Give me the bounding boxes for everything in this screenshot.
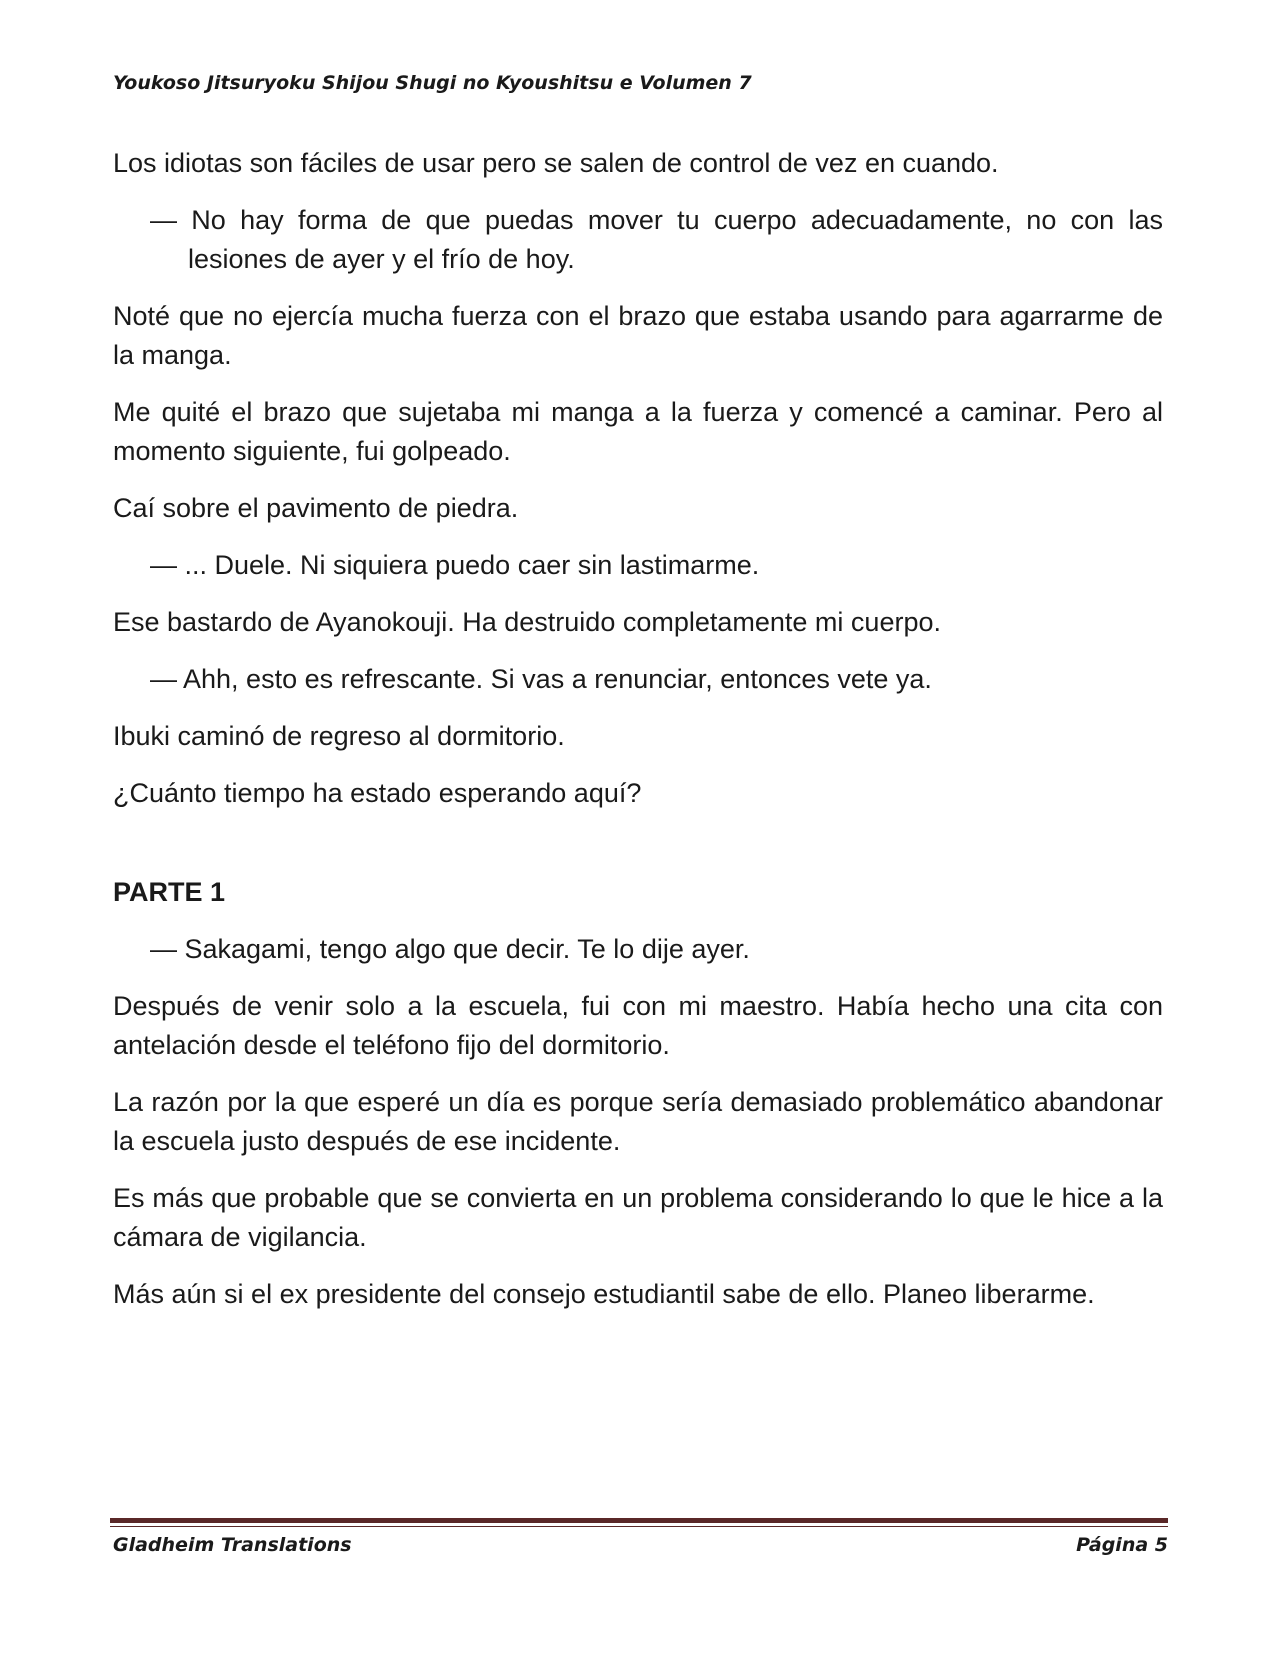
paragraph: Caí sobre el pavimento de piedra. [113,493,519,523]
dialog-line: — Sakagami, tengo algo que decir. Te lo dije ayer. [150,934,750,964]
footer-credit: Gladheim Translations [113,1534,352,1556]
paragraph: Me quité el brazo que sujetaba mi manga a la fuerza y comencé a caminar. Pero al momento siguiente, fui golpeado. [113,397,1163,466]
paragraph: Los idiotas son fáciles de usar pero se salen de control de vez en cuando. [113,148,999,178]
page-body [113,144,1163,1332]
paragraph: Después de venir solo a la escuela, fui con mi maestro. Había hecho una cita con antelación desde el teléfono fijo del dormitorio. [113,991,1163,1060]
section-heading: PARTE 1 [113,877,226,907]
paragraph: Ibuki caminó de regreso al dormitorio. [113,721,565,751]
footer-rule [110,1518,1168,1523]
paragraph: Más aún si el ex presidente del consejo estudiantil sabe de ello. Planeo liberarme. [113,1279,1095,1309]
dialog-line: — Ahh, esto es refrescante. Si vas a renunciar, entonces vete ya. [150,664,932,694]
paragraph: Es más que probable que se convierta en un problema considerando lo que le hice a la cámara de vigilancia. [113,1183,1163,1252]
dialog-line: — No hay forma de que puedas mover tu cuerpo adecuadamente, no con las lesiones de ayer y el frío de hoy. [150,205,1163,274]
paragraph: La razón por la que esperé un día es porque sería demasiado problemático abandonar la escuela justo después de ese incidente. [113,1087,1163,1156]
page-number: Página 5 [1076,1534,1168,1556]
paragraph: ¿Cuánto tiempo ha estado esperando aquí? [113,778,642,808]
paragraph: Noté que no ejercía mucha fuerza con el brazo que estaba usando para agarrarme de la manga. [113,301,1163,370]
dialog-line: — ... Duele. Ni siquiera puedo caer sin lastimarme. [150,550,760,580]
running-header: Youkoso Jitsuryoku Shijou Shugi no Kyoushitsu e Volumen 7 [113,72,752,94]
paragraph: Ese bastardo de Ayanokouji. Ha destruido completamente mi cuerpo. [113,607,941,637]
footer-rule-thin [110,1526,1168,1527]
